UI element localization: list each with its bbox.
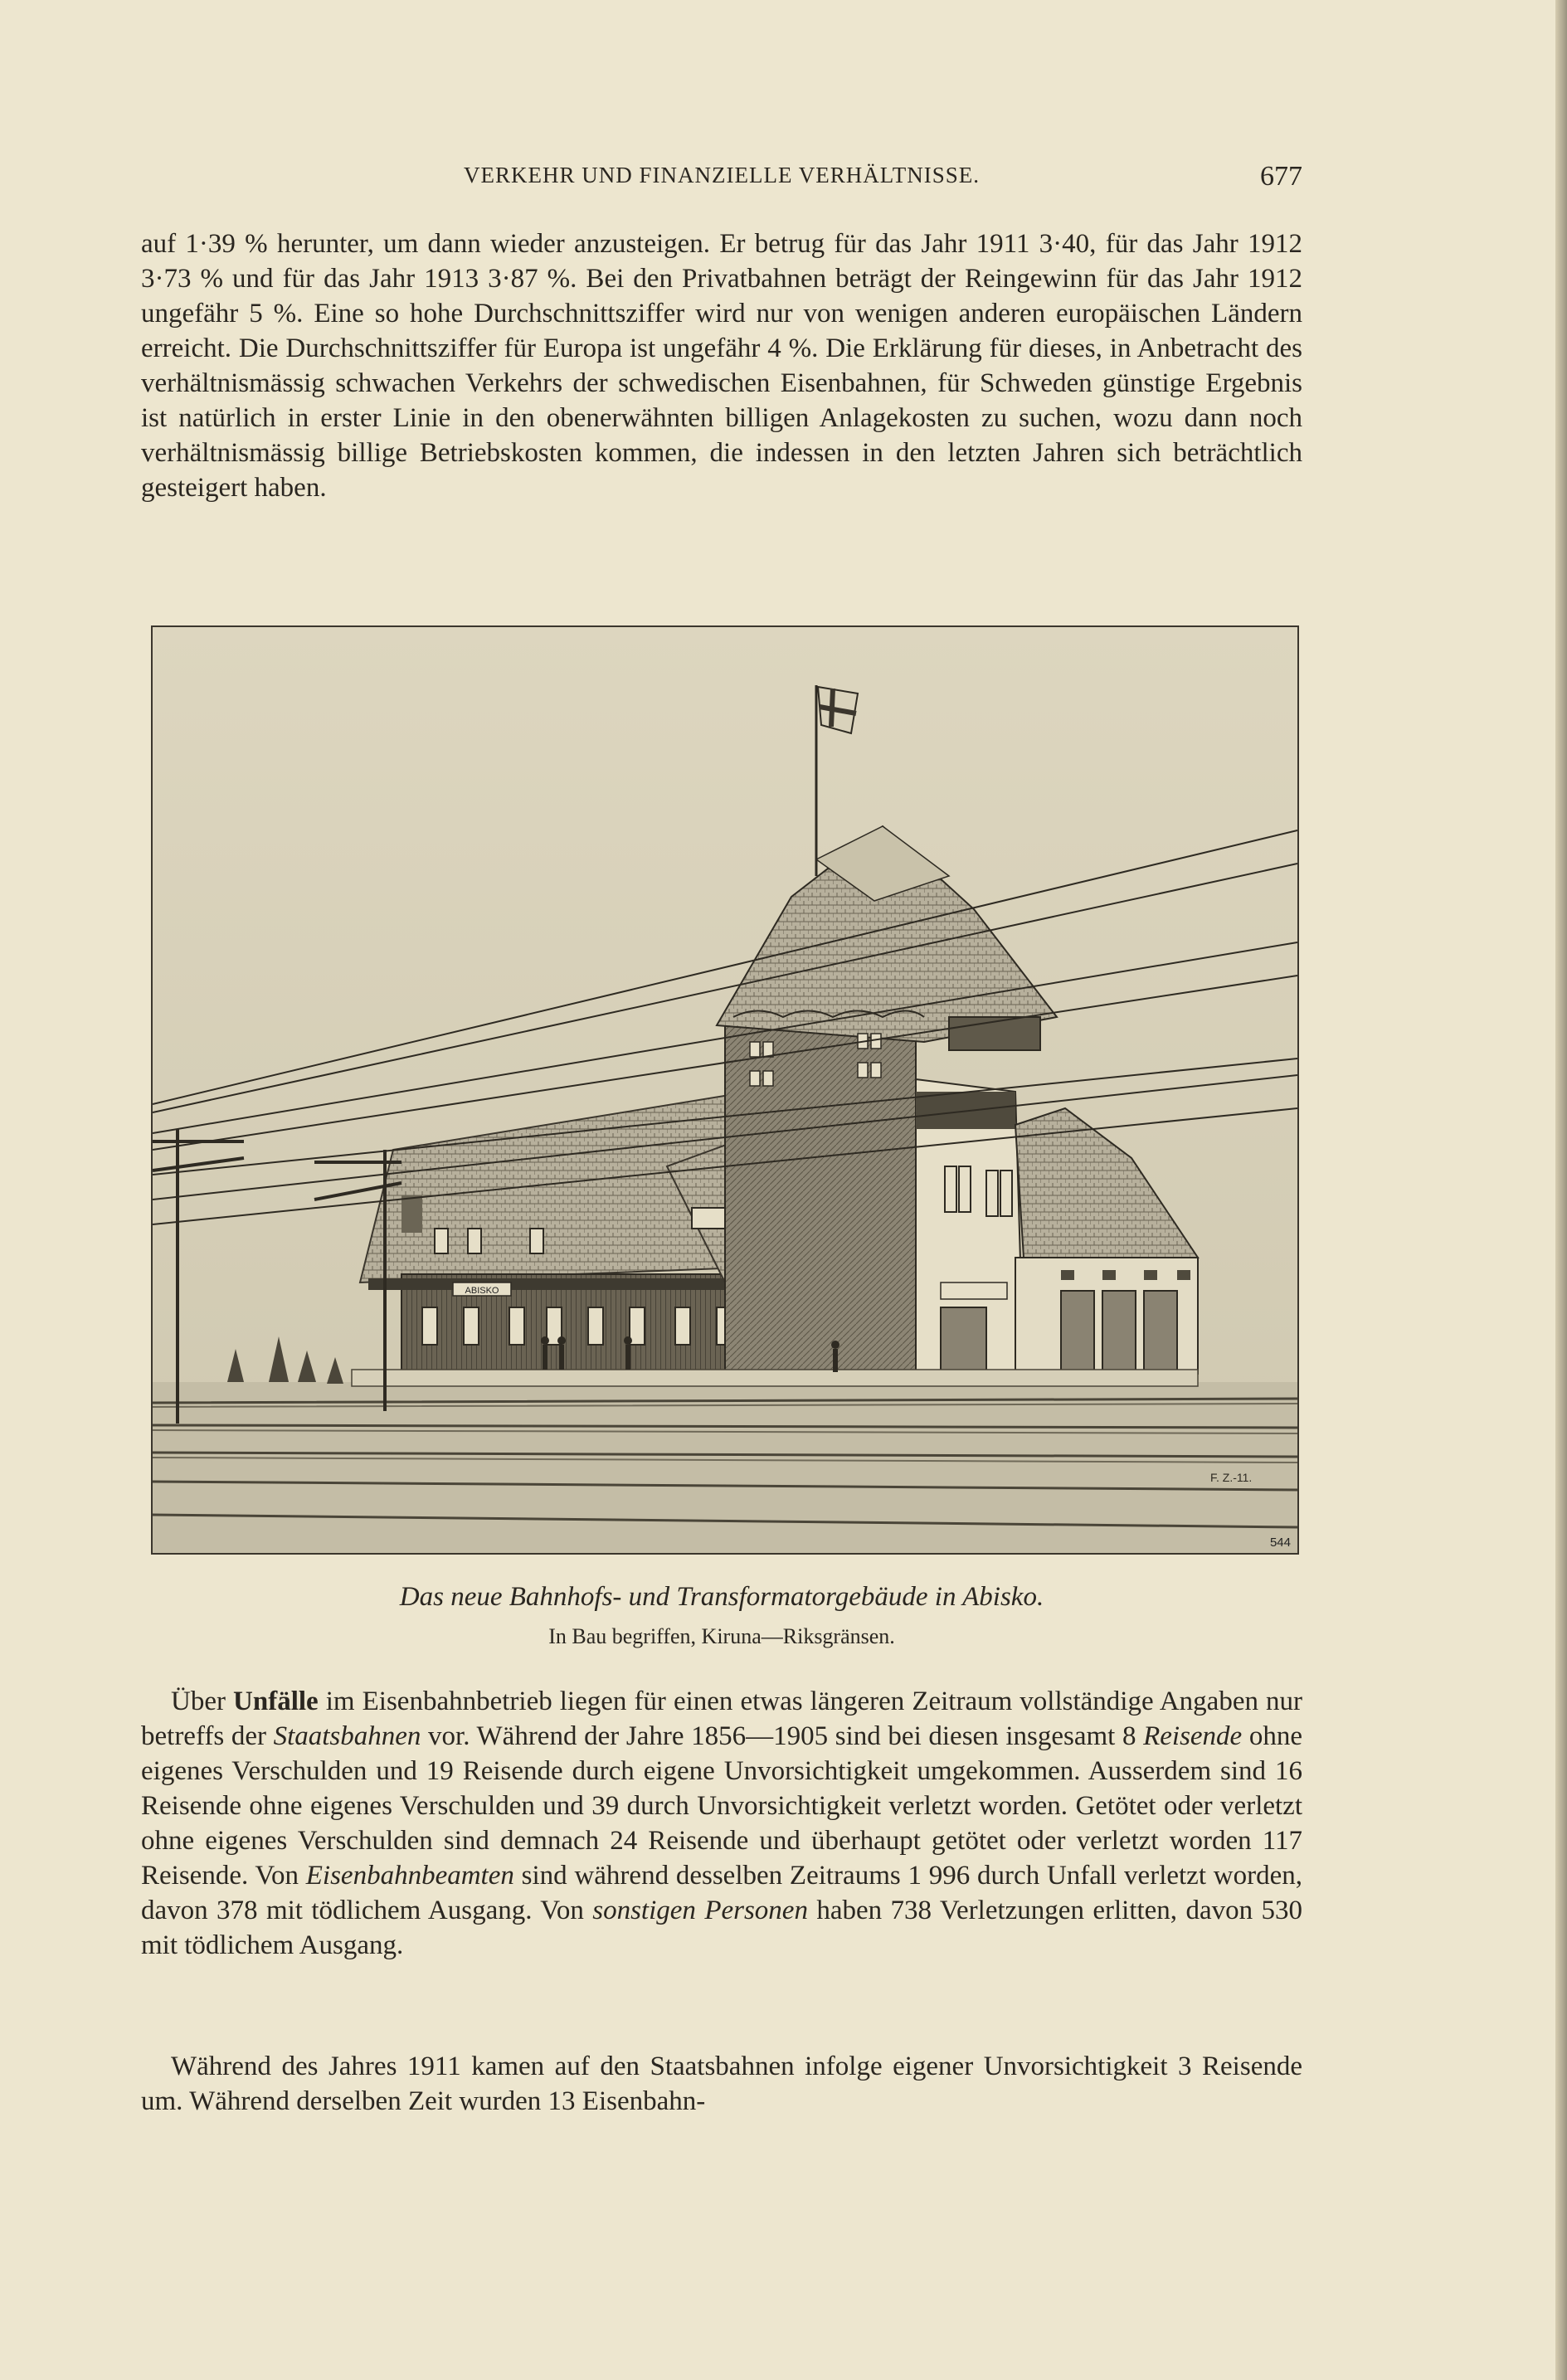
term-reisende: Reisende xyxy=(1143,1721,1243,1751)
plate-number: 544 xyxy=(1269,1536,1291,1550)
page-number: 677 xyxy=(1260,161,1302,192)
figure-caption: Das neue Bahnhofs- und Transformatorgebäude in Abisko. xyxy=(399,1582,1044,1612)
paragraph-accidents: Über Unfälle im Eisenbahnbetrieb liegen für einen etwas längeren Zeitraum vollständige Angaben nur betreffs der Staatsbahnen vor. Während der Jahre 1856—1905 sind bei diesen insgesamt 8 Reisende ohne eigenes Verschulden und 19 Reisende durch eigene Unvorsichtigkeit umgekommen. Ausserdem sind 16 Reisende ohne eigenes Verschulden und 39 durch Unvorsichtigkeit verletzt worden. Getötet oder verletzt ohne eigenes Verschulden sind demnach 24 Reisende und überhaupt getötet oder verletzt worden 117 Reisende. Von Eisenbahnbeamten sind während desselben Zeitraums 1 996 durch Unfall verletzt worden, davon 378 mit tödlichem Ausgang. Von sonstigen Personen haben 738 Verletzungen erlitten, davon 530 mit tödlichem Ausgang. xyxy=(141,1686,1303,1960)
term-unfaelle: Unfälle xyxy=(233,1686,319,1716)
running-title: VERKEHR UND FINANZIELLE VERHÄLTNISSE. xyxy=(464,163,980,187)
platform xyxy=(352,1370,1198,1386)
station-illustration xyxy=(151,625,1299,1555)
term-eisenbahnbeamten: Eisenbahnbeamten xyxy=(305,1861,514,1891)
station-drawing xyxy=(153,627,1297,1553)
term-sonstige-personen: sonstigen Personen xyxy=(592,1896,808,1925)
running-header xyxy=(141,163,1302,196)
paragraph-rentability: auf 1·39 % herunter, um dann wieder anzusteigen. Er betrug für das Jahr 1911 3·40, für das Jahr 1912 3·73 % und für das Jahr 1913 3·87 %. Bei den Privatbahnen beträgt der Reingewinn für das Jahr 1912 ungefähr 5 %. Eine so hohe Durchschnittsziffer wird nur von wenigen anderen europäischen Ländern erreicht. Die Durchschnittsziffer für Europa ist ungefähr 4 %. Die Erklärung für dieses, in Anbetracht des verhältnismässig schwachen Verkehrs der schwedischen Eisenbahnen, für Schweden günstige Ergebnis ist natürlich in erster Linie in den obenerwähnten billigen Anlagekosten zu suchen, wozu dann noch verhältnismässig billige Betriebskosten kommen, die indessen in den letzten Jahren sich beträchtlich gesteigert haben. xyxy=(141,229,1302,503)
page-edge xyxy=(1555,0,1567,2380)
artist-mark: F. Z.-11. xyxy=(1210,1471,1253,1484)
station-sign: ABISKO xyxy=(465,1286,499,1296)
ground xyxy=(153,1382,1297,1553)
figure-subcaption: In Bau begriffen, Kiruna—Riksgränsen. xyxy=(548,1624,895,1648)
paragraph-1911: Während des Jahres 1911 kamen auf den Staatsbahnen infolge eigener Unvorsichtigkeit 3 Reisende um. Während derselben Zeit wurden 13 Eisenbahn- xyxy=(141,2051,1302,2116)
term-staatsbahnen: Staatsbahnen xyxy=(273,1721,421,1751)
